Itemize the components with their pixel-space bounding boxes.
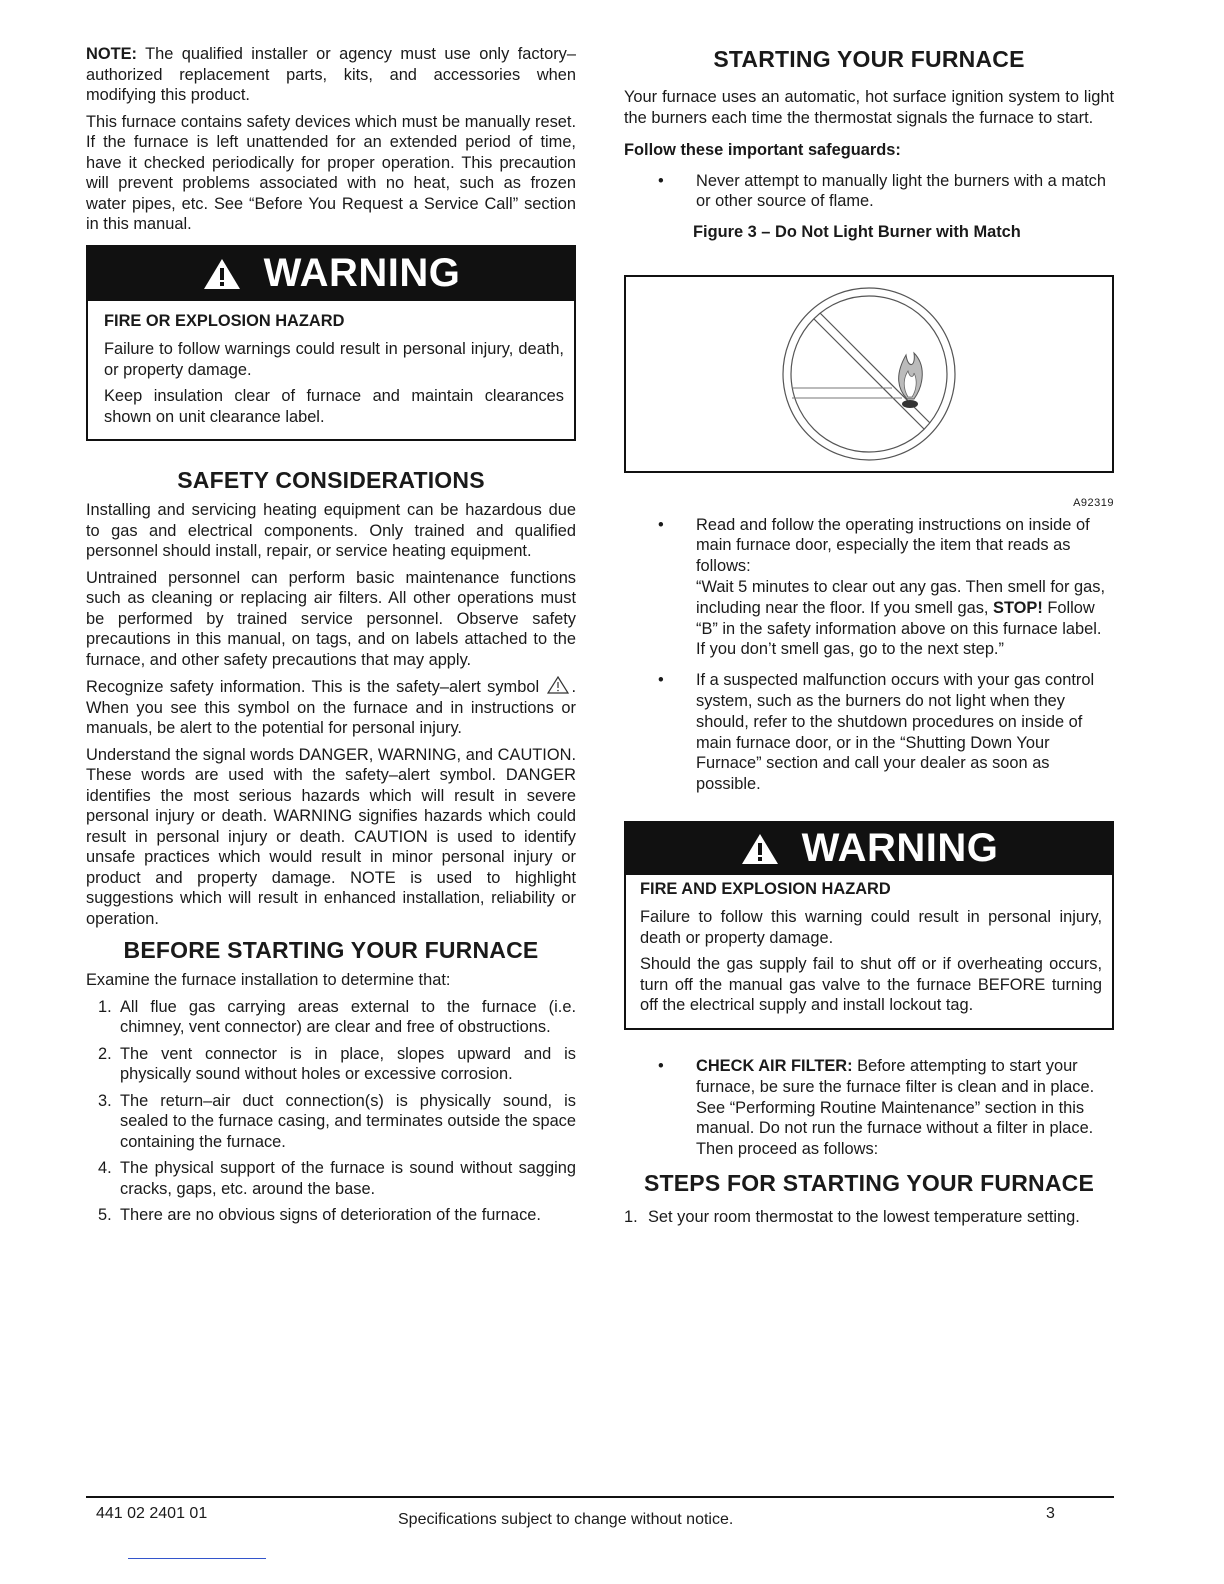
list-item: • CHECK AIR FILTER: Before attempting to start your furnace, be sure the furnace filter is clean and in place. See “Performing Routine Maintenance” section in this manual. Do not run the furnace without a filter in place. Then proceed as follows: bbox=[658, 1056, 1095, 1159]
figure-code: A92319 bbox=[1073, 496, 1114, 509]
warning-triangle-icon bbox=[740, 832, 780, 866]
right-column bbox=[624, 44, 1114, 1233]
safety-paragraph-3 bbox=[86, 676, 576, 739]
safety-alert-text: Recognize safety information. This is the safety–alert symbol bbox=[86, 678, 540, 696]
warning-box-2 bbox=[624, 821, 1114, 1030]
instructions-list bbox=[624, 515, 1114, 795]
safety-paragraph-2: Untrained personnel can perform basic maintenance functions such as cleaning or replacing air filters. All other operations must be performed by trained service personnel. Observe safety precautions in this manual, on tags, and on labels attached to the furnace, and other safety precautions that may apply. bbox=[86, 568, 576, 669]
list-item: 1. All flue gas carrying areas external to the furnace (i.e. chimney, vent connector) are clear and free of obstructions. bbox=[98, 997, 576, 1036]
before-heading: BEFORE STARTING YOUR FURNACE bbox=[123, 937, 539, 963]
list-item: • Read and follow the operating instructions on inside of main furnace door, especially the item that reads as follows: “Wait 5 minutes to clear out any gas. Then smell for gas, including near the floor. If you smell gas, STOP! Follow “B” in the safety information above on this furnace label. If you don’t smell gas, go to the next step.” bbox=[658, 515, 1106, 659]
figure-caption: Figure 3 – Do Not Light Burner with Match bbox=[693, 223, 1021, 242]
list-item: 3. The return–air duct connection(s) is physically sound, is sealed to the furnace casing, and terminates outside the space containing the furnace. bbox=[98, 1091, 576, 1151]
safety-paragraph-1: Installing and servicing heating equipment can be hazardous due to gas and electrical components. Only trained and qualified personnel should install, repair, or service heating equipment. bbox=[86, 501, 576, 560]
filter-list bbox=[624, 1056, 1114, 1160]
left-column bbox=[86, 44, 576, 1232]
safeguards-label: Follow these important safeguards: bbox=[624, 141, 901, 159]
page-number: 3 bbox=[1046, 1505, 1055, 1522]
reset-paragraph: This furnace contains safety devices which must be manually reset. If the furnace is left unattended for an extended period of time, have it checked periodically for proper operation. This precaution will prevent problems associated with no heat, such as frozen water pipes, etc. See “Before You Request a Service Call” section in this manual. bbox=[86, 112, 576, 233]
no-match-burner-icon bbox=[774, 281, 964, 467]
starting-heading: STARTING YOUR FURNACE bbox=[713, 46, 1025, 72]
warning-body bbox=[626, 875, 1112, 1028]
warning-text-1: Failure to follow warnings could result in personal injury, death, or property damage. bbox=[104, 340, 564, 379]
hazard-title: FIRE OR EXPLOSION HAZARD bbox=[104, 311, 345, 330]
figure-box bbox=[624, 275, 1114, 473]
warning-header bbox=[88, 247, 574, 301]
warning-title: WARNING bbox=[801, 826, 999, 871]
list-item: • If a suspected malfunction occurs with your gas control system, such as the burners do not light when they should, refer to the shutdown procedures on inside of main furnace door, or in the “Shutting Down Your Furnace” section and call your dealer as soon as possible. bbox=[658, 671, 1095, 794]
footer-notice: Specifications subject to change without notice. bbox=[398, 1511, 734, 1528]
footer-rule bbox=[86, 1496, 1114, 1498]
note-paragraph bbox=[86, 44, 576, 106]
warning-text-1: Failure to follow this warning could result in personal injury, death or property damage. bbox=[640, 908, 1102, 947]
starting-intro: Your furnace uses an automatic, hot surface ignition system to light the burners each time the thermostat signals the furnace to start. bbox=[624, 88, 1114, 127]
safety-alert-text-2: . When you see this symbol on the furnace and in instructions or manuals, be alert to the potential for personal injury. bbox=[86, 678, 576, 737]
list-item: 2. The vent connector is in place, slopes upward and is physically sound without holes or excessive corrosion. bbox=[98, 1044, 576, 1083]
safety-paragraph-4: Understand the signal words DANGER, WARNING, and CAUTION. These words are used with the safety–alert symbol. DANGER identifies the most serious hazards which will result in severe personal injury or death. WARNING signifies hazards which could result in personal injury or death. CAUTION is used to identify unsafe practices which would result in minor personal injury or product and property damage. NOTE is used to highlight suggestions which will result in enhanced installation, reliability or operation. bbox=[86, 745, 576, 928]
warning-text-2: Keep insulation clear of furnace and maintain clearances shown on unit clearance label. bbox=[104, 387, 564, 426]
list-item: 5. There are no obvious signs of deterioration of the furnace. bbox=[98, 1206, 541, 1224]
hazard-title: FIRE AND EXPLOSION HAZARD bbox=[640, 879, 891, 898]
warning-header bbox=[626, 823, 1112, 875]
list-item: • Never attempt to manually light the burners with a match or other source of flame. bbox=[658, 171, 1106, 211]
note-text: The qualified installer or agency must use only factory–authorized replacement parts, kits, and accessories when modifying this product. bbox=[86, 45, 576, 104]
list-item: 4. The physical support of the furnace is sound without sagging cracks, gaps, etc. around the base. bbox=[98, 1159, 576, 1198]
safety-heading: SAFETY CONSIDERATIONS bbox=[177, 467, 485, 493]
warning-text-2: Should the gas supply fail to shut off or if overheating occurs, turn off the manual gas valve to the furnace BEFORE turning off the electrical supply and install lockout tag. bbox=[640, 955, 1102, 1015]
doc-number: 441 02 2401 01 bbox=[96, 1505, 208, 1522]
safety-alert-icon bbox=[547, 676, 569, 694]
warning-box-1 bbox=[86, 245, 576, 442]
steps-list bbox=[624, 1207, 1114, 1228]
link-underline bbox=[128, 1558, 266, 1559]
steps-heading: STEPS FOR STARTING YOUR FURNACE bbox=[643, 1169, 1095, 1196]
note-label: NOTE: bbox=[86, 45, 137, 63]
list-item: 1. Set your room thermostat to the lowest temperature setting. bbox=[624, 1207, 1080, 1226]
before-list bbox=[86, 997, 576, 1226]
before-intro: Examine the furnace installation to determine that: bbox=[86, 971, 451, 989]
safeguards-list bbox=[624, 171, 1114, 213]
warning-body bbox=[88, 301, 574, 440]
warning-title: WARNING bbox=[263, 251, 461, 295]
warning-triangle-icon bbox=[202, 257, 242, 291]
